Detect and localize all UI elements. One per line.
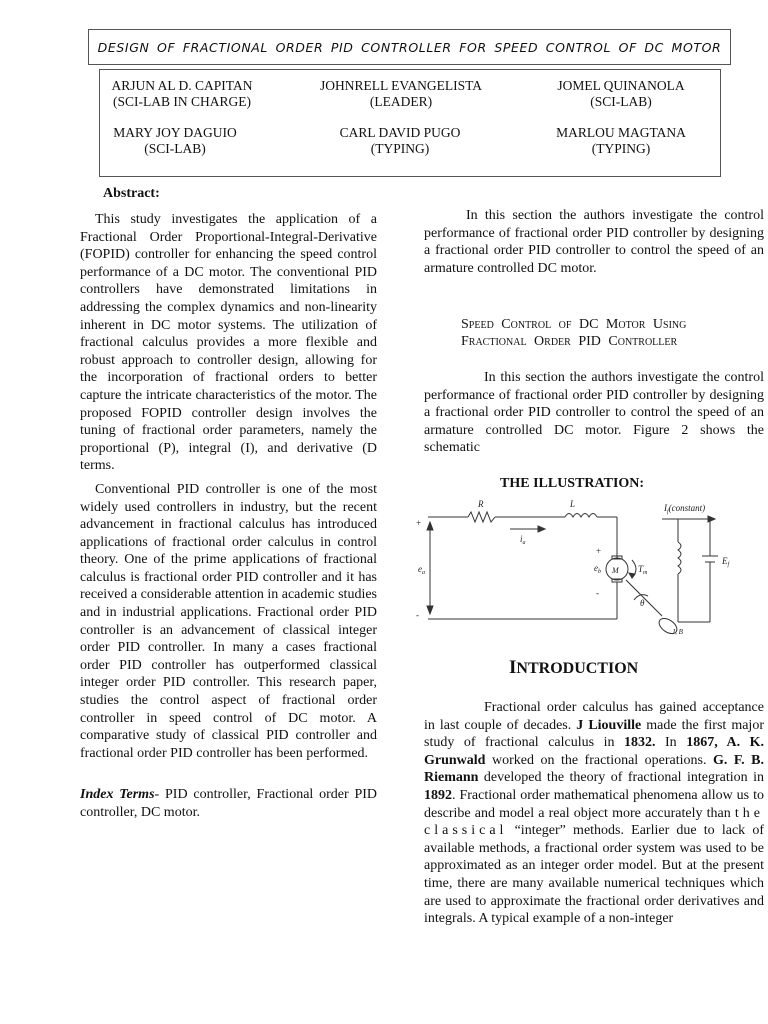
index-terms: [80, 786, 377, 821]
abstract-paragraph-2: Conventional PID controller is one of the most widely used controllers in industry, but the recent advancement in fractional calculus has introduced applications of fractional order calculus in control theory. One of the prime applications of fractional calculus is fractional order PID controller and it has received a considerable attention in academic studies and in industrial applications. Fractional order PID controller is an advancement of classical integer order PID controller. In many a cases fractional order PID controller has outperformed classical integer order PID controller. This research paper, studies the control aspect of fractional order controller in speed control of DC motor. A comparative study of classical PID controller and fractional order PID controller has been performed.: [80, 481, 377, 761]
introduction-text: Fractional order calculus has gained acceptance in last couple of decades. J Liouville made the first major study of fractional calculus in 1832. In 1867, A. K. Grunwald worked on the fractional operations. G. F. B. Riemann developed the theory of fractional integration in 1892. Fractional order mathematical phenomena allow us to describe and model a real object more accurately than the classical “integer” methods. Earlier due to lack of available methods, a fractional order system was used to be approximated as an integer order model. But at the present time, there are many available numerical techniques which are used to approximate the fractional order derivatives and integrals. A typical example of a non-integer: [424, 700, 764, 927]
section-heading-line-1: Speed Control of DC Motor Using: [461, 317, 687, 332]
author-5: [300, 125, 500, 157]
paper-title: DESIGN OF FRACTIONAL ORDER PID CONTROLLER FOR SPEED CONTROL OF DC MOTOR: [88, 29, 731, 65]
label-minus-motor: -: [596, 588, 599, 598]
dc-motor-circuit-diagram: [410, 494, 760, 646]
label-motor: M: [612, 566, 619, 575]
right-paragraph-1: [424, 207, 764, 277]
author-name: JOMEL QUINANOLA: [557, 78, 685, 93]
index-terms-text: - PID controller, Fractional order PID controller, DC motor.: [80, 787, 378, 820]
label-resistor: R: [478, 499, 484, 509]
label-field-voltage: $E_f$: [722, 556, 730, 568]
label-back-emf: $e_b$: [594, 563, 601, 575]
label-inertia-friction: J, B: [672, 628, 683, 636]
label-armature-voltage: $e_a$: [418, 564, 425, 576]
author-name: JOHNRELL EVANGELISTA: [319, 78, 483, 93]
illustration-heading: THE ILLUSTRATION:: [500, 476, 645, 491]
author-name: CARL DAVID PUGO: [339, 125, 461, 140]
introduction-rest: NTRODUCTION: [516, 660, 639, 677]
author-4: [75, 125, 275, 157]
author-role: (SCI-LAB): [144, 141, 206, 156]
author-3: [521, 78, 721, 110]
introduction-paragraph: [424, 699, 764, 928]
author-6: [521, 125, 721, 157]
label-plus-motor: +: [596, 546, 602, 556]
label-armature-current: $i_a$: [520, 534, 526, 546]
abstract-paragraph-1: This study investigates the application of a Fractional Order Proportional-Integral-Derivative (FOPID) controller for enhancing the speed control performance of a DC motor. The conventional PID controllers have demonstrated limitations in addressing the complex dynamics and non-linearity inherent in DC motor systems. The utilization of fractional calculus provides a more flexible and robust approach to controller design, allowing for the incorporation of fractional orders to better capture the intricate characteristics of the motor. The proposed FOPID controller design involves the tuning of fractional order parameters, namely the proportional (P), integral (I), and derivative (D terms.: [80, 212, 377, 474]
author-role: (TYPING): [591, 141, 651, 156]
introduction-initial: I: [509, 657, 517, 678]
author-name: ARJUN AL D. CAPITAN: [111, 78, 253, 93]
section-heading-line-2: Fractional Order PID Controller: [461, 334, 678, 349]
author-name: MARY JOY DAGUIO: [113, 125, 237, 140]
author-role: (LEADER): [369, 94, 433, 109]
abstract-heading: Abstract:: [103, 186, 160, 201]
author-1: [82, 78, 282, 110]
introduction-heading: [509, 657, 638, 679]
authors-box: [99, 69, 721, 177]
author-name: MARLOU MAGTANA: [556, 125, 686, 140]
label-field-current: $I_f(constant)$: [664, 503, 706, 515]
label-theta: θ: [640, 598, 645, 608]
section-intro-text: In this section the authors investigate the control performance of fractional order PID controller by designing a fractional order PID controller to control the speed of an armature controlled DC motor.: [424, 208, 764, 276]
author-2: [301, 78, 501, 110]
label-minus-left: -: [416, 610, 419, 620]
index-terms-label: Index Terms: [80, 787, 155, 803]
label-torque: $T_m$: [638, 564, 648, 576]
schematic-text: In this section the authors investigate the control performance of fractional order PID controller by designing a fractional order PID controller to control the speed of an armature controlled DC motor. Figure 2 shows the schematic: [424, 370, 764, 456]
label-inductor: L: [570, 499, 576, 509]
author-role: (TYPING): [370, 141, 430, 156]
label-plus-left: +: [416, 518, 422, 528]
left-column: [80, 211, 377, 822]
right-paragraph-2: [424, 369, 764, 457]
section-heading: [461, 316, 766, 350]
author-role: (SCI-LAB): [590, 94, 652, 109]
author-role: (SCI-LAB IN CHARGE): [113, 94, 251, 109]
